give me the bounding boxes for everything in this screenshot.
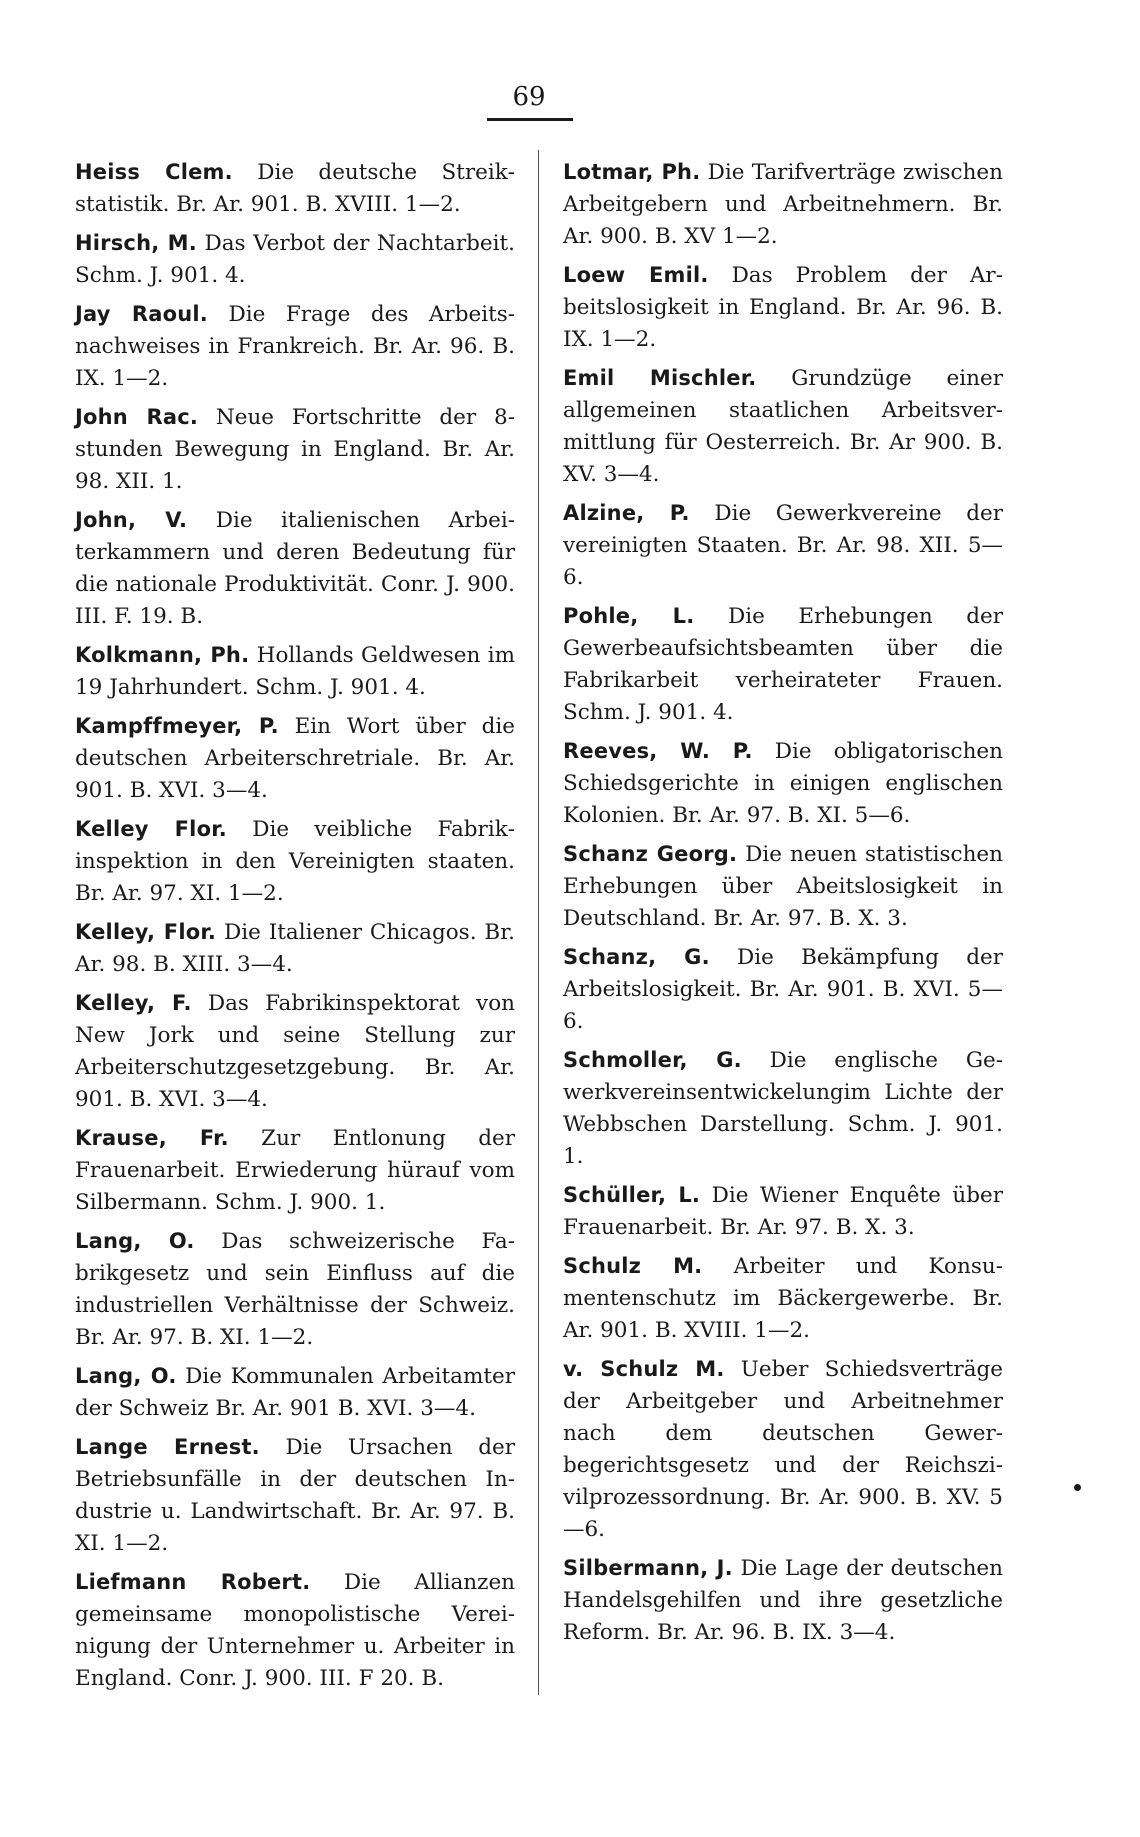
entry-text: Grundzüge einer allgemeinen staatlichen Arbeitsvermittlung für Oesterreich. Br. Ar 900. B. XV. 3—4.	[563, 366, 1003, 487]
bibliography-entry	[75, 710, 515, 807]
entry-author: Schmoller, G.	[563, 1048, 742, 1072]
entry-author: Kelley Flor.	[75, 817, 227, 841]
entry-author: Lang, O.	[75, 1364, 177, 1388]
bibliography-entry	[563, 941, 1003, 1038]
entry-author: Silbermann, J.	[563, 1556, 733, 1580]
bibliography-entry	[75, 916, 515, 981]
entry-author: Schüller, L.	[563, 1183, 701, 1207]
entry-text: Die Gewerkvereine der vereinigten Staaten. Br. Ar. 98. XII. 5—6.	[563, 501, 1004, 590]
entry-author: Schanz, G.	[563, 945, 710, 969]
entry-author: Schulz M.	[563, 1254, 703, 1278]
bibliography-entry	[75, 156, 515, 221]
entry-author: v. Schulz M.	[563, 1357, 725, 1381]
entry-author: Kelley, F.	[75, 991, 192, 1015]
entry-text: Die Kommunalen Arbeitamter der Schweiz Br. Ar. 901 B. XVI. 3—4.	[75, 1364, 515, 1421]
entry-author: Reeves, W. P.	[563, 739, 753, 763]
entry-text: Die italienischen Arbeiterkammern und deren Bedeutung für die nationale Produktivität. Conr. J. 900. III. F. 19. B.	[75, 508, 515, 629]
bibliography-entry	[563, 838, 1003, 935]
page-number-rule	[487, 118, 573, 121]
entry-text: Die deutsche Streikstatistik. Br. Ar. 901. B. XVIII. 1—2.	[75, 160, 515, 217]
entry-text: Die Ursachen der Betriebsunfälle in der deutschen Industrie u. Landwirtschaft. Br. Ar. 97. B. XI. 1—2.	[75, 1435, 515, 1556]
entry-author: Kampffmeyer, P.	[75, 714, 279, 738]
entry-text: Die Lage der deutschen Handelsgehilfen und ihre gesetzliche Reform. Br. Ar. 96. B. IX. 3—4.	[563, 1556, 1003, 1645]
bibliography-entry	[563, 735, 1003, 832]
entry-text: Die Allianzen gemeinsame monopolistische Vereinigung der Unternehmer u. Arbeiter in England. Conr. J. 900. III. F 20. B.	[75, 1570, 516, 1691]
entry-author: Krause, Fr.	[75, 1126, 229, 1150]
entry-text: Die Bekämpfung der Arbeitslosigkeit. Br. Ar. 901. B. XVI. 5—6.	[563, 945, 1003, 1034]
bibliography-entry	[75, 639, 515, 704]
bibliography-entry	[563, 1044, 1003, 1173]
entry-text: Die Tarifverträge zwischen Arbeitgebern und Arbeitnehmern. Br. Ar. 900. B. XV 1—2.	[563, 160, 1003, 249]
bibliography-entry	[563, 1353, 1003, 1546]
entry-text: Das Fabrikinspektorat von New Jork und seine Stellung zur Arbeiterschutzgesetzgebung. Br. Ar. 901. B. XVI. 3—4.	[75, 991, 515, 1112]
entry-text: Die Wiener Enquête über Frauenarbeit. Br. Ar. 97. B. X. 3.	[563, 1183, 1003, 1240]
entry-text: Die Italiener Chicagos. Br. Ar. 98. B. XIII. 3—4.	[75, 920, 515, 977]
entry-author: Alzine, P.	[563, 501, 690, 525]
entry-text: Neue Fortschritte der 8-stunden Bewegung in England. Br. Ar. 98. XII. 1.	[75, 405, 515, 494]
entry-text: Hollands Geldwesen im 19 Jahrhundert. Schm. J. 901. 4.	[75, 643, 516, 700]
bibliography-entry	[563, 600, 1003, 729]
bibliography-entry	[75, 298, 515, 395]
entry-text: Die neuen statistischen Erhebungen über Abeitslosigkeit in Deutschland. Br. Ar. 97. B. X. 3.	[563, 842, 1003, 931]
right-column	[563, 156, 1003, 1653]
bibliography-entry	[563, 497, 1003, 594]
entry-author: Schanz Georg.	[563, 842, 738, 866]
entry-author: John, V.	[75, 508, 188, 532]
entry-author: Lang, O.	[75, 1229, 195, 1253]
entry-text: Arbeiter und Konsumentenschutz im Bäckergewerbe. Br. Ar. 901. B. XVIII. 1—2.	[563, 1254, 1003, 1343]
entry-author: Liefmann Robert.	[75, 1570, 311, 1594]
entry-author: Hirsch, M.	[75, 231, 197, 255]
margin-dot	[1074, 1484, 1081, 1491]
bibliography-entry	[563, 362, 1003, 491]
bibliography-entry	[75, 1225, 515, 1354]
page-number: 69	[512, 82, 546, 112]
entry-text: Die veibliche Fabrikinspektion in den Vereinigten staaten. Br. Ar. 97. XI. 1—2.	[75, 817, 515, 906]
entry-text: Zur Entlonung der Frauenarbeit. Erwiederung hürauf vom Silbermann. Schm. J. 900. 1.	[75, 1126, 515, 1215]
entry-text: Die Erhebungen der Gewerbeaufsichtsbeamten über die Fabrikarbeit verheirateter Frauen. Schm. J. 901. 4.	[563, 604, 1003, 725]
bibliography-entry	[563, 156, 1003, 253]
entry-text: Ein Wort über die deutschen Arbeiterschretriale. Br. Ar. 901. B. XVI. 3—4.	[75, 714, 515, 803]
entry-text: Ueber Schiedsverträge der Arbeitgeber und Arbeitnehmer nach dem deutschen Gewerbegerichtsgesetz und der Reichszivilprozessordnung. Br. Ar. 900. B. XV. 5—6.	[563, 1357, 1004, 1542]
left-column	[75, 156, 515, 1699]
entry-author: Jay Raoul.	[75, 302, 208, 326]
bibliography-entry	[75, 1122, 515, 1219]
bibliography-entry	[563, 1250, 1003, 1347]
bibliography-entry	[75, 504, 515, 633]
bibliography-entry	[75, 227, 515, 292]
bibliography-entry	[75, 1431, 515, 1560]
entry-author: Pohle, L.	[563, 604, 695, 628]
bibliography-entry	[563, 1552, 1003, 1649]
entry-author: Kolkmann, Ph.	[75, 643, 250, 667]
bibliography-entry	[75, 987, 515, 1116]
entry-author: Lotmar, Ph.	[563, 160, 701, 184]
entry-text: Das Verbot der Nachtarbeit. Schm. J. 901. 4.	[75, 231, 515, 288]
entry-text: Die obligatorischen Schiedsgerichte in einigen englischen Kolonien. Br. Ar. 97. B. XI. 5—6.	[563, 739, 1003, 828]
entry-author: John Rac.	[75, 405, 199, 429]
entry-author: Kelley, Flor.	[75, 920, 217, 944]
entry-text: Die englische Gewerkvereinsentwickelungim Lichte der Webbschen Darstellung. Schm. J. 901. 1.	[563, 1048, 1003, 1169]
entry-author: Heiss Clem.	[75, 160, 233, 184]
bibliography-entry	[75, 1360, 515, 1425]
entry-text: Das Problem der Arbeitslosigkeit in England. Br. Ar. 96. B. IX. 1—2.	[563, 263, 1003, 352]
bibliography-entry	[75, 401, 515, 498]
entry-text: Das schweizerische Fabrikgesetz und sein Einfluss auf die industriellen Verhältnisse der Schweiz. Br. Ar. 97. B. XI. 1—2.	[75, 1229, 515, 1350]
entry-author: Emil Mischler.	[563, 366, 757, 390]
entry-author: Lange Ernest.	[75, 1435, 260, 1459]
bibliography-entry	[75, 1566, 515, 1695]
column-divider	[538, 150, 539, 1695]
bibliography-entry	[75, 813, 515, 910]
entry-text: Die Frage des Arbeitsnachweises in Frankreich. Br. Ar. 96. B. IX. 1—2.	[75, 302, 516, 391]
bibliography-entry	[563, 259, 1003, 356]
entry-author: Loew Emil.	[563, 263, 709, 287]
bibliography-entry	[563, 1179, 1003, 1244]
